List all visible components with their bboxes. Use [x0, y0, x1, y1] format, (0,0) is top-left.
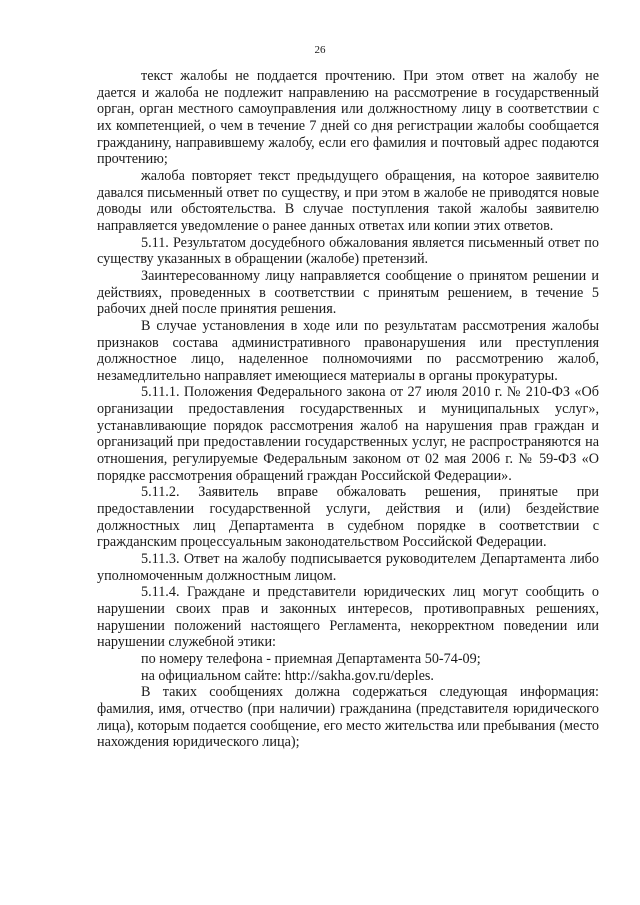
paragraph-notification: Заинтересованному лицу направляется сообщение о принятом решении и действиях, проведенных в соответствии с принятым решением, в течение 5 рабочих дней после принятия решения.	[97, 267, 599, 318]
page-number: 26	[314, 44, 326, 56]
paragraph-complaint-repeats: жалоба повторяет текст предыдущего обращения, на которое заявителю давался письменный ответ по существу, и при этом в жалобе не приводятся новые доводы или обстоятельства. В случае поступления такой жалобы заявителю направляется уведомление о ранее данных ответах или копии этих ответов.	[97, 167, 599, 234]
paragraph-5-11-2: 5.11.2. Заявитель вправе обжаловать решения, принятые при предоставлении государственной услуги, действия и (или) бездействие должностных лиц Департамента в судебном порядке в соответствии с гражданским процессуальным законодательством Российской Федерации.	[97, 484, 599, 551]
paragraph-message-contents: В таких сообщениях должна содержаться следующая информация: фамилия, имя, отчество (при наличии) гражданина (представителя юридического лица), которым подается сообщение, его место жительства или пребывания (место нахождения юридического лица);	[97, 684, 599, 751]
document-body	[97, 68, 599, 751]
paragraph-phone: по номеру телефона - приемная Департамента 50-74-09;	[141, 650, 481, 667]
paragraph-5-11-3: 5.11.3. Ответ на жалобу подписывается руководителем Департамента либо уполномоченным должностным лицом.	[97, 551, 599, 584]
paragraph-5-11: 5.11. Результатом досудебного обжалования является письменный ответ по существу указанных в обращении (жалобе) претензий.	[97, 234, 599, 268]
paragraph-complaint-unreadable: текст жалобы не поддается прочтению. При этом ответ на жалобу не дается и жалоба не подлежит направлению на рассмотрение в государственный орган, орган местного самоуправления или должностному лицу в соответствии с их компетенцией, о чем в течение 7 дней со дня регистрации жалобы сообщается гражданину, направившему жалобу, если его фамилия и почтовый адрес подаются прочтению;	[97, 68, 599, 168]
paragraph-website: на официальном сайте: http://sakha.gov.ru/deples.	[141, 667, 434, 684]
paragraph-5-11-1: 5.11.1. Положения Федерального закона от 27 июля 2010 г. № 210-ФЗ «Об организации предоставления государственных и муниципальных услуг», устанавливающие порядок рассмотрения жалоб на нарушения прав граждан и организаций при предоставлении государственных услуг, не распространяются на отношения, регулируемые Федеральным законом от 02 мая 2006 г. № 59-ФЗ «О порядке рассмотрения обращений граждан Российской Федерации».	[97, 384, 599, 484]
paragraph-prosecution: В случае установления в ходе или по результатам рассмотрения жалобы признаков состава административного правонарушения или преступления должностное лицо, наделенное полномочиями по рассмотрению жалоб, незамедлительно направляет имеющиеся материалы в органы прокуратуры.	[97, 317, 599, 384]
paragraph-5-11-4: 5.11.4. Граждане и представители юридических лиц могут сообщить о нарушении своих прав и законных интересов, противоправных решениях, нарушении положений настоящего Регламента, некорректном поведении или нарушении служебной этики:	[97, 584, 599, 651]
